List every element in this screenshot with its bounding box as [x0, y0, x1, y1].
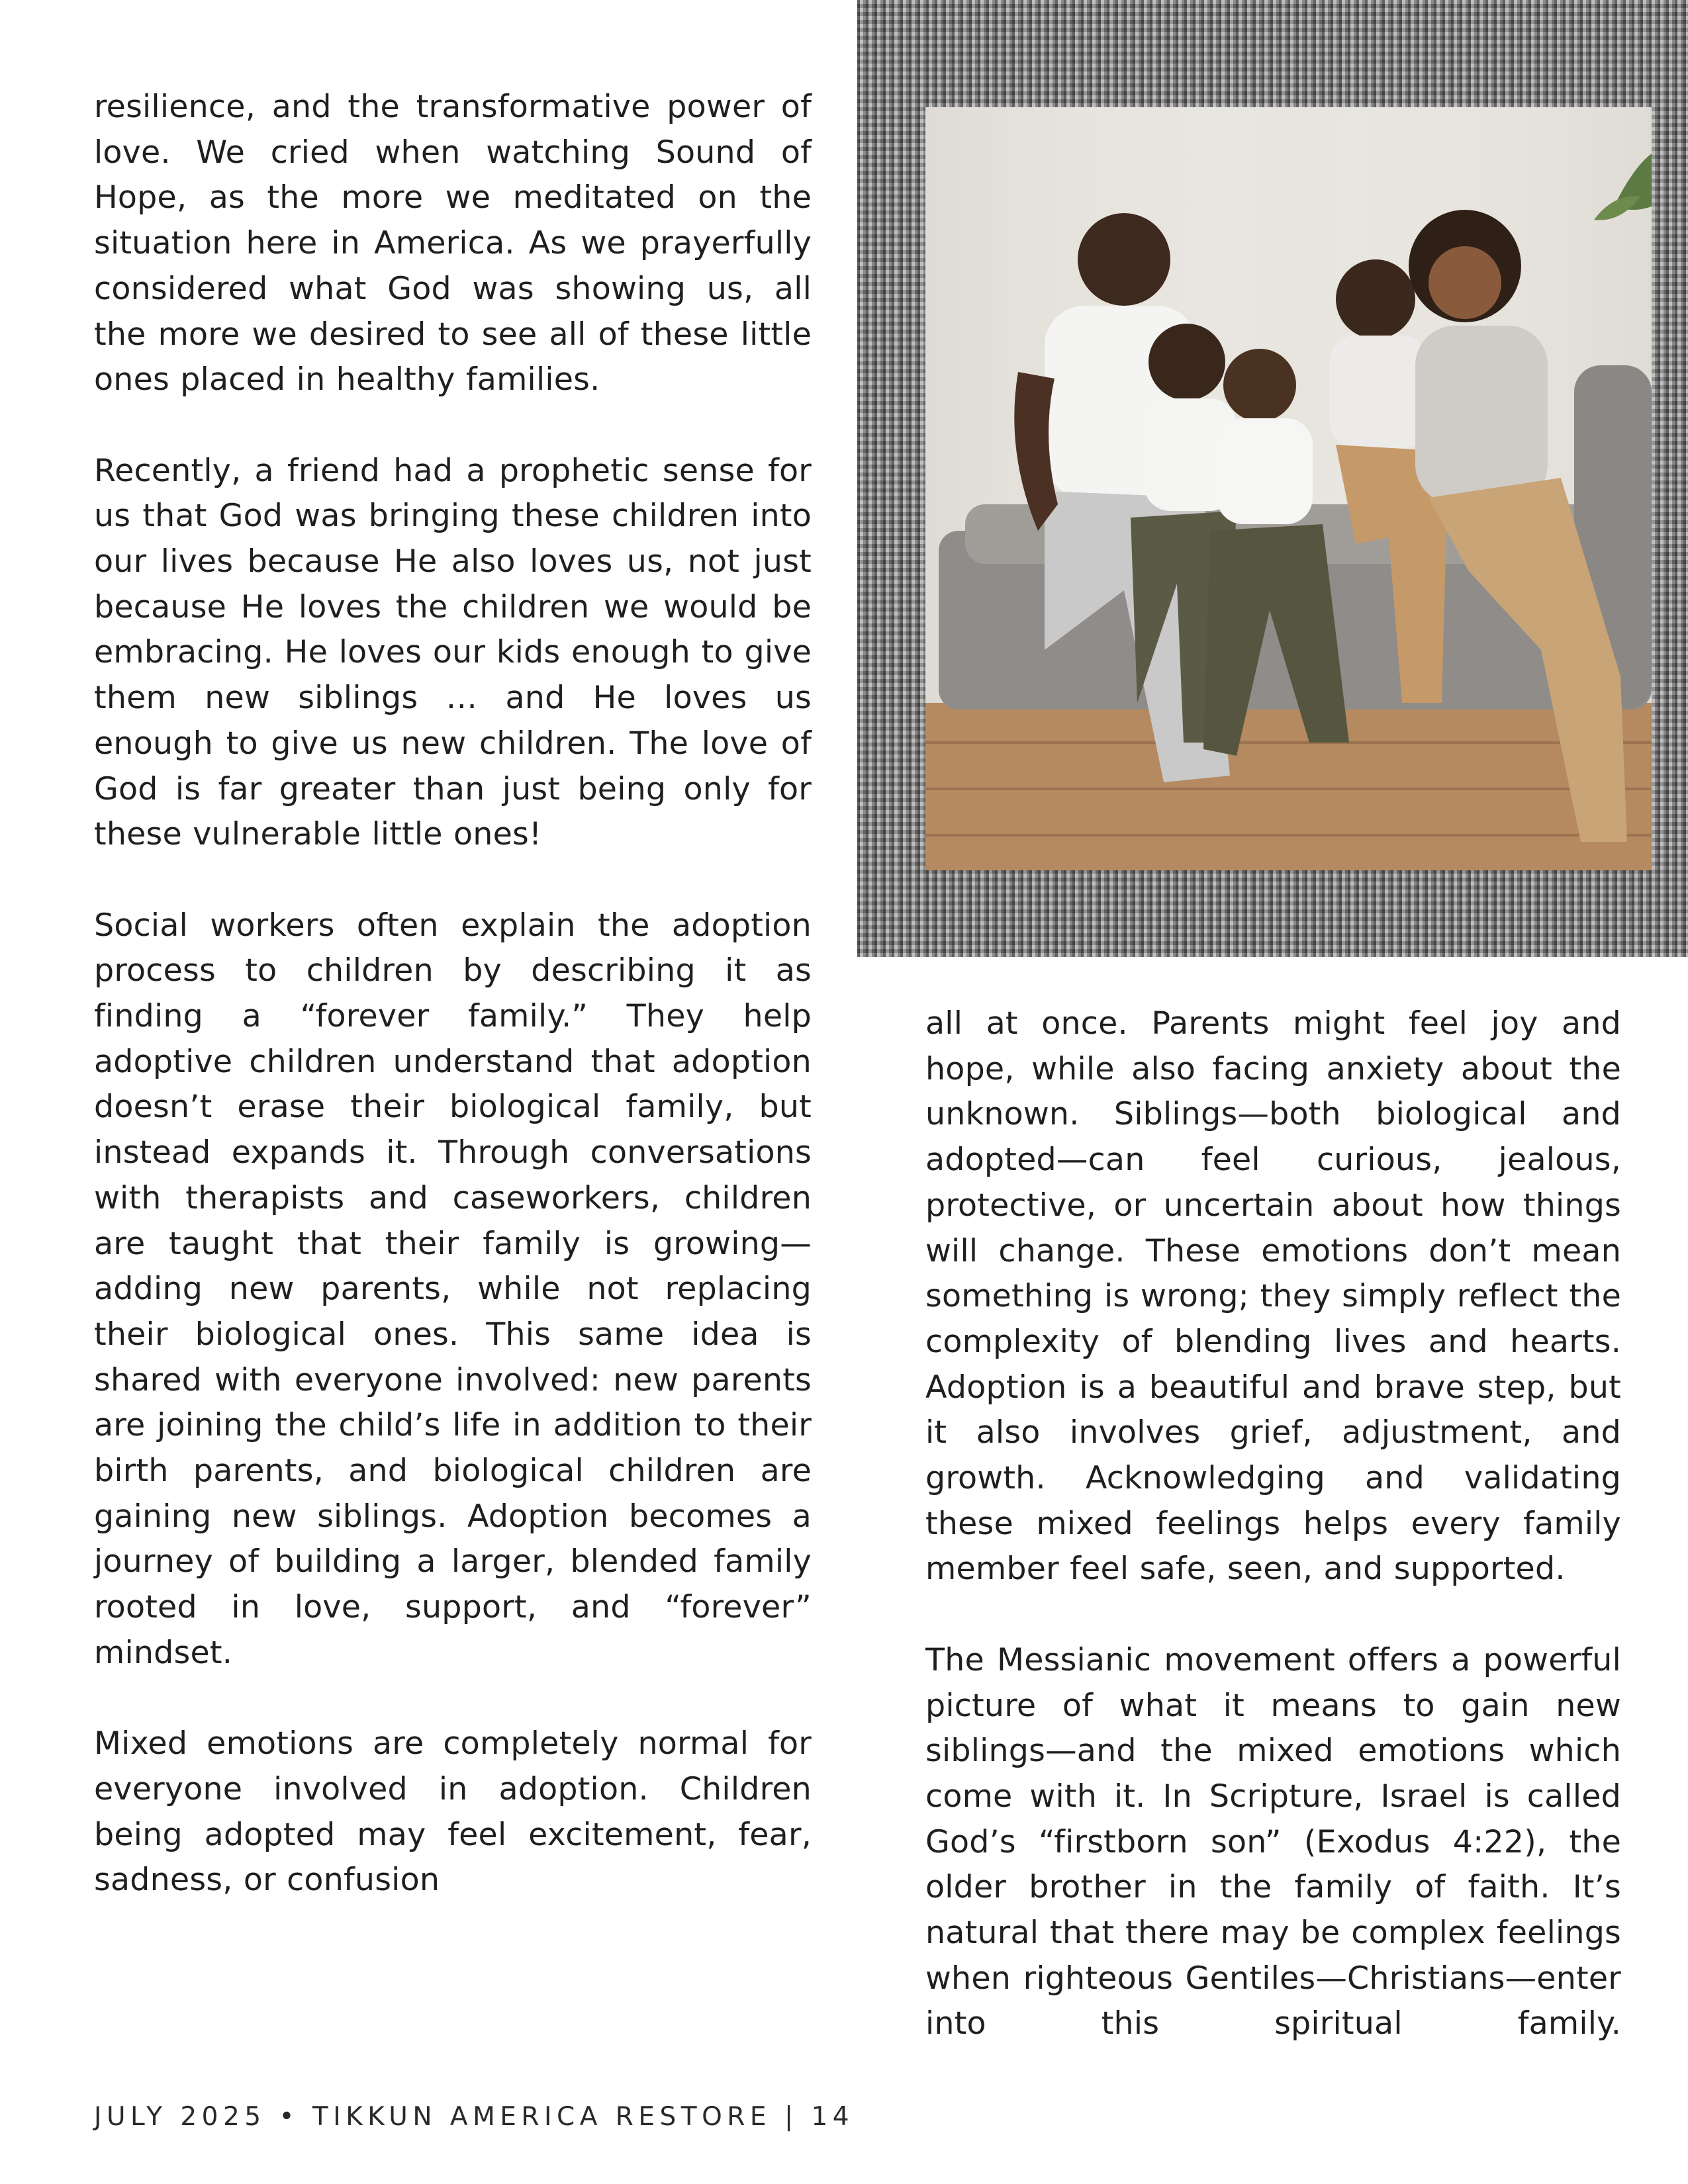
- paragraph: Mixed emotions are completely normal for everyone involved in adoption. Children being adopted may feel excitement, fear, sadness, or confusion: [94, 1725, 812, 1899]
- knit-texture-frame: [857, 0, 1688, 957]
- paragraph: resilience, and the transformative power of love. We cried when watching Sound of Hope, as the more we meditated on the situation here in America. As we prayerfully considered what God was showing us, all the more we desired to see all of these little ones placed in healthy families.: [94, 89, 812, 398]
- paragraph: The Messianic movement offers a powerful picture of what it means to gain new siblings—and the mixed emotions which come with it. In Scripture, Israel is called God’s “firstborn son” (Exodus 4:22), the older brother in the family of faith. It’s natural that there may be complex feelings when righteous Gentiles—Christians—enter into this spiritual family.: [925, 1641, 1621, 2042]
- paragraph: Social workers often explain the adoption process to children by describing it as finding a “forever family.” They help adoptive children understand that adoption doesn’t erase their biological family, but instead expands it. Through conversations with therapists and caseworkers, children are taught that their family is growing—adding new parents, while not replacing their biological ones. This same idea is shared with everyone involved: new parents are joining the child’s life in addition to their birth parents, and biological children are gaining new siblings. Adoption becomes a journey of building a larger, blended family rooted in love, support, and “forever” mindset.: [94, 907, 812, 1671]
- left-text-column: [94, 85, 812, 1903]
- paragraph: Recently, a friend had a prophetic sense for us that God was bringing these children into our lives because He also loves us, not just because He loves the children we would be embracing. He loves our kids enough to give them new siblings … and He loves us enough to give us new children. The love of God is far greater than just being only for these vulnerable little ones!: [94, 452, 812, 853]
- page-footer: JULY 2025 • TIKKUN AMERICA RESTORE | 14: [94, 2102, 855, 2132]
- right-text-column: [925, 1001, 1621, 2047]
- family-photo: [925, 107, 1652, 870]
- paragraph: all at once. Parents might feel joy and hope, while also facing anxiety about the unknown. Siblings—both biological and adopted—can feel curious, jealous, protective, or uncertain about how things will change. These emotions don’t mean something is wrong; they simply reflect the complexity of blending lives and hearts. Adoption is a beautiful and brave step, but it also involves grief, adjustment, and growth. Acknowledging and validating these mixed feelings helps every family member feel safe, seen, and supported.: [925, 1005, 1621, 1588]
- family-photo-illustration: [925, 107, 1652, 870]
